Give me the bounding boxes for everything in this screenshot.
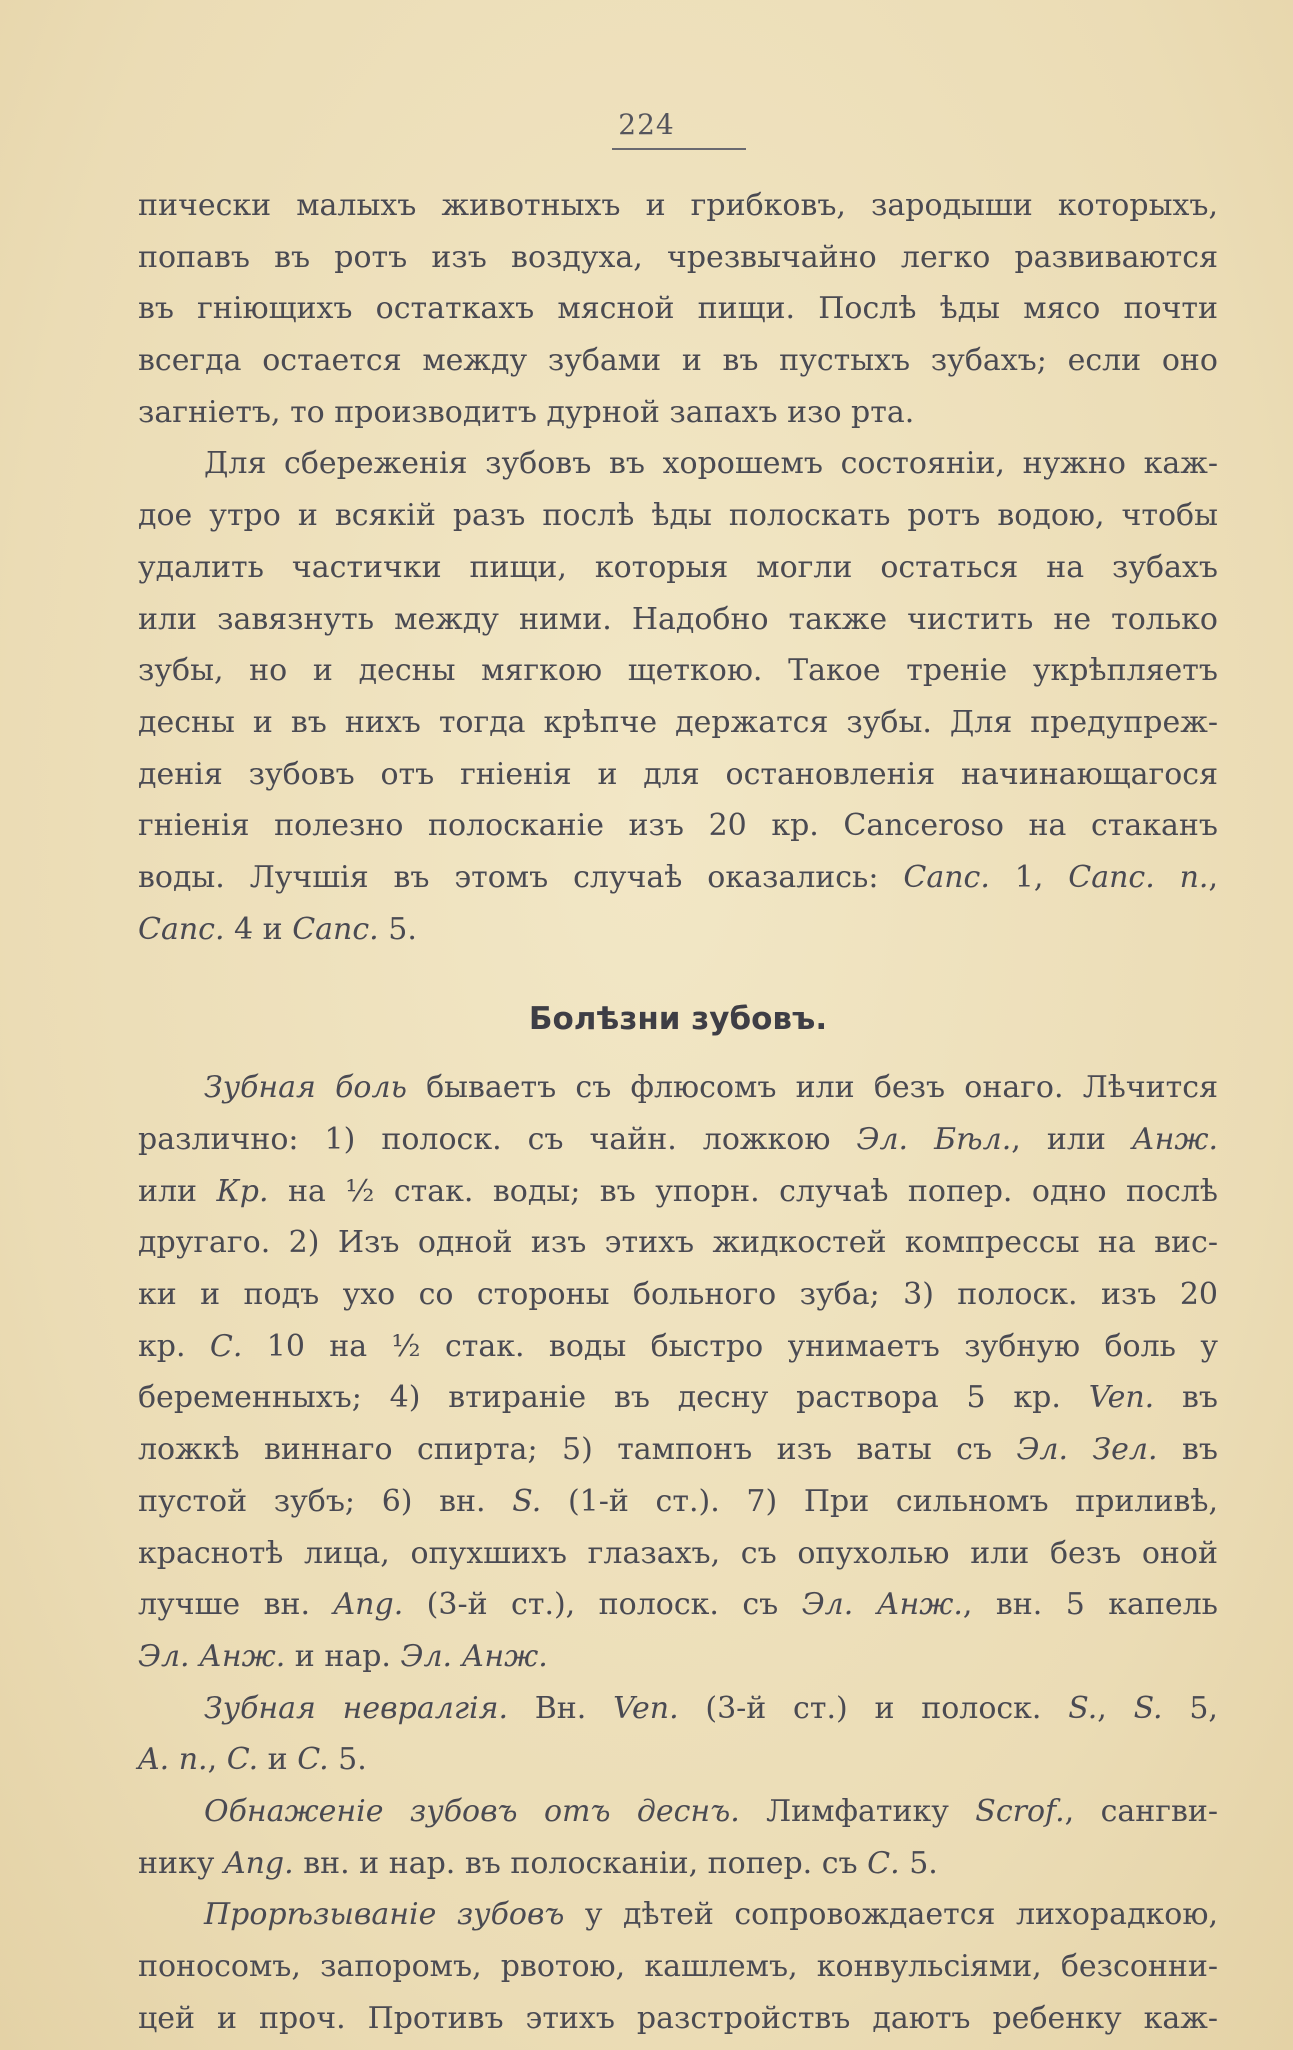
text-line: Зубная невралгія. Вн. Ven. (3-й ст.) и полоск. S., S. 5, — [204, 1690, 1218, 1726]
text-line: нику Ang. вн. и нар. въ полосканіи, попер. съ С. 5. — [138, 1845, 938, 1881]
text-line: или завязнуть между ними. Надобно также чистить не только — [138, 601, 1218, 637]
text-line: Прорѣзываніе зубовъ у дѣтей сопровождается лихорадкою, — [204, 1897, 1219, 1933]
text-line: дое утро и всякій разъ послѣ ѣды полоскать ротъ водою, чтобы — [138, 498, 1218, 534]
text-line: пустой зубъ; 6) вн. S. (1-й ст.). 7) При сильномъ приливѣ, — [138, 1483, 1218, 1519]
intro-text — [138, 180, 1218, 955]
text-line: различно: 1) полоск. съ чайн. ложкою Эл. Бѣл., или Анж. — [138, 1122, 1219, 1157]
text-line: A. n., C. и C. 5. — [138, 1742, 367, 1778]
section-text — [138, 1062, 1218, 2044]
text-line: Эл. Анж. и нар. Эл. Анж. — [138, 1638, 548, 1674]
text-line: другаго. 2) Изъ одной изъ этихъ жидкостей компрессы на вис- — [138, 1225, 1218, 1261]
text-line: беременныхъ; 4) втираніе въ десну раствора 5 кр. Ven. въ — [138, 1380, 1218, 1416]
text-line: всегда остается между зубами и въ пустыхъ зубахъ; если оно — [138, 343, 1218, 379]
text-line: удалить частички пищи, которыя могли остаться на зубахъ — [138, 549, 1218, 585]
text-line: Для сбереженія зубовъ въ хорошемъ состояніи, нужно каж- — [204, 446, 1218, 482]
text-line: зубы, но и десны мягкою щеткою. Такое треніе укрѣпляетъ — [138, 653, 1218, 689]
text-line: Зубная боль бываетъ съ флюсомъ или безъ онаго. Лѣчится — [204, 1070, 1218, 1106]
text-line: десны и въ нихъ тогда крѣпче держатся зубы. Для предупреж- — [138, 704, 1218, 740]
page-number-rule — [612, 148, 746, 150]
heading-spacer — [138, 1046, 1218, 1062]
text-line: кр. С. 10 на ½ стак. воды быстро унимаетъ зубную боль у — [138, 1328, 1218, 1364]
section-heading: Болѣзни зубовъ. — [528, 1001, 828, 1038]
text-line: лучше вн. Ang. (3-й ст.), полоск. съ Эл. Анж., вн. 5 капель — [138, 1587, 1219, 1623]
text-line: Canc. 4 и Canc. 5. — [138, 911, 417, 947]
text-line: пически малыхъ животныхъ и грибковъ, зародыши которыхъ, — [138, 188, 1218, 223]
text-line: ложкѣ виннаго спирта; 5) тампонъ изъ ваты съ Эл. Зел. въ — [138, 1432, 1218, 1468]
page-text — [138, 180, 1218, 2044]
text-line: загніетъ, то производитъ дурной запахъ изо рта. — [138, 394, 915, 430]
text-line: цей и проч. Противъ этихъ разстройствъ даютъ ребенку каж- — [138, 2000, 1218, 2036]
heading-spacer — [138, 955, 1218, 971]
text-line: или Кр. на ½ стак. воды; въ упорн. случаѣ попер. одно послѣ — [138, 1173, 1218, 1209]
text-line: краснотѣ лица, опухшихъ глазахъ, съ опухолью или безъ оной — [138, 1535, 1218, 1571]
text-line: денія зубовъ отъ гніенія и для остановленія начинающагося — [138, 756, 1218, 792]
text-line: воды. Лучшія въ этомъ случаѣ оказались: Canc. 1, Canc. n., — [138, 859, 1219, 895]
page-number: 224 — [618, 108, 675, 141]
text-line: гніенія полезно полосканіе изъ 20 кр. Cancеroso на стаканъ — [138, 808, 1218, 844]
text-line: ки и подъ ухо со стороны больного зуба; 3) полоск. изъ 20 — [138, 1277, 1218, 1313]
text-line: въ гніющихъ остаткахъ мясной пищи. Послѣ ѣды мясо почти — [138, 291, 1218, 327]
text-line: поносомъ, запоромъ, рвотою, кашлемъ, конвульсіями, безсонни- — [138, 1949, 1218, 1984]
text-line: Обнаженіе зубовъ отъ деснъ. Лимфатику Scrof., сангви- — [204, 1793, 1218, 1829]
text-line: попавъ въ ротъ изъ воздуха, чрезвычайно легко развиваются — [138, 239, 1218, 275]
